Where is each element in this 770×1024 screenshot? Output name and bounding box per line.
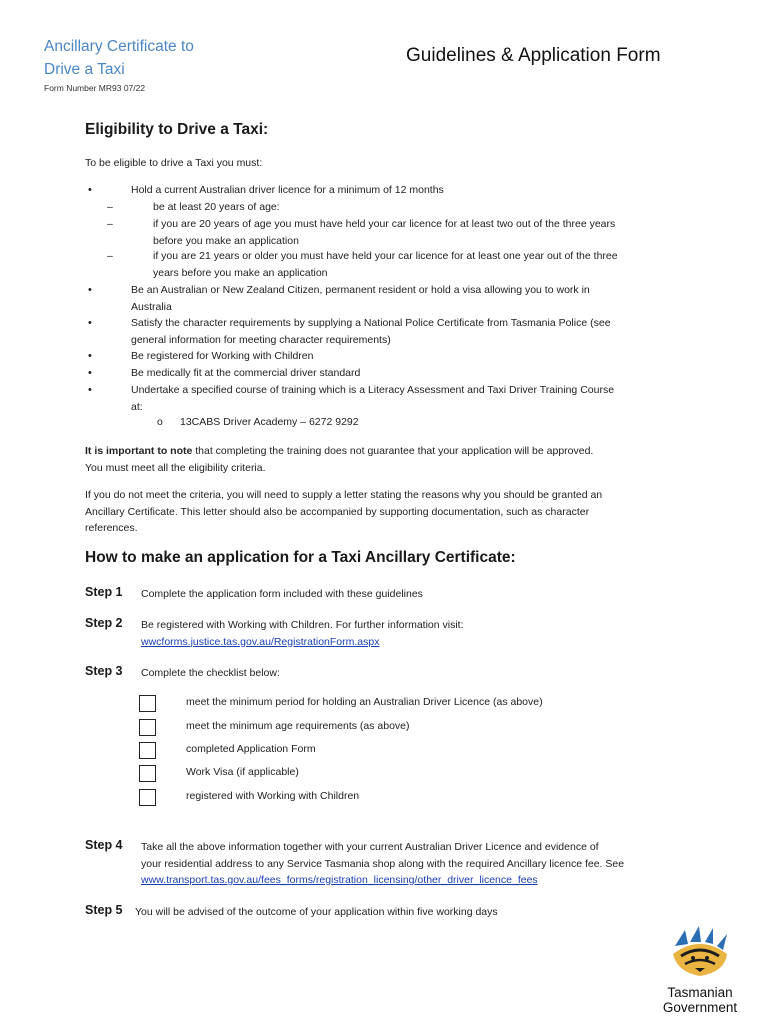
checklist-item: Work Visa (if applicable) [186, 766, 299, 778]
logo-line-2: Government [662, 1000, 738, 1015]
tasmanian-government-logo [655, 924, 745, 1015]
checklist-checkbox[interactable] [139, 719, 156, 736]
eligibility-item-training: Undertake a specified course of training which is a Literacy Assessment and Taxi Driver Training Course at: [131, 384, 615, 413]
checklist-checkbox[interactable] [139, 742, 156, 759]
step-5-label: Step 5 [85, 903, 123, 917]
tasmanian-tiger-icon [655, 924, 745, 980]
step-1-text: Complete the application form included with these guidelines [141, 588, 423, 600]
page-title: Guidelines & Application Form [406, 45, 661, 66]
step-4-label: Step 4 [85, 838, 123, 852]
sub-item-age-21: if you are 21 years or older you must have held your car licence for at least one year out of the three years before you make an application [153, 250, 618, 279]
bullet-icon: • [88, 384, 92, 396]
eligibility-intro: To be eligible to drive a Taxi you must: [85, 157, 263, 169]
bullet-icon: • [88, 317, 92, 329]
step-3-text: Complete the checklist below: [141, 667, 280, 679]
sub-item-age: be at least 20 years of age: [153, 201, 280, 213]
dash-icon: – [107, 201, 113, 213]
howto-heading: How to make an application for a Taxi Ancillary Certificate: [85, 549, 516, 566]
fees-link[interactable]: www.transport.tas.gov.au/fees_forms/registration_licensing/other_driver_licence_fees [141, 874, 538, 886]
eligibility-item-medical: Be medically fit at the commercial driver standard [131, 367, 361, 379]
checklist-item: meet the minimum period for holding an Australian Driver Licence (as above) [186, 696, 543, 708]
brand-line-1: Ancillary Certificate to [44, 38, 194, 55]
step-1-label: Step 1 [85, 585, 123, 599]
logo-line-1: Tasmanian [667, 985, 733, 1000]
document-brand-title [44, 36, 194, 81]
eligibility-item-character: Satisfy the character requirements by supplying a National Police Certificate from Tasmania Police (see general information for meeting character requirements) [131, 317, 611, 346]
eligibility-item-citizen: Be an Australian or New Zealand Citizen, permanent resident or hold a visa allowing you to work in Australia [131, 284, 590, 313]
eligibility-heading: Eligibility to Drive a Taxi: [85, 121, 269, 138]
checklist-item: completed Application Form [186, 743, 316, 755]
checklist-checkbox[interactable] [139, 789, 156, 806]
bullet-icon: • [88, 367, 92, 379]
eligibility-item-licence: Hold a current Australian driver licence for a minimum of 12 months [131, 184, 444, 196]
checklist-item: registered with Working with Children [186, 790, 360, 802]
checklist-checkbox[interactable] [139, 765, 156, 782]
checklist-item: meet the minimum age requirements (as above) [186, 720, 410, 732]
step-3-label: Step 3 [85, 664, 123, 678]
step-2-text: Be registered with Working with Children. For further information visit: wwcforms.justice.tas.gov.au/RegistrationForm.aspx [141, 617, 701, 650]
dash-icon: – [107, 218, 113, 230]
wwc-link[interactable]: wwcforms.justice.tas.gov.au/RegistrationForm.aspx [141, 635, 380, 648]
checklist-checkbox[interactable] [139, 695, 156, 712]
sub-item-age-20: if you are 20 years of age you must have held your car licence for at least two out of the three years before you make an application [153, 218, 616, 247]
training-provider: 13CABS Driver Academy – 6272 9292 [180, 416, 359, 428]
eligibility-item-wwc: Be registered for Working with Children [131, 350, 314, 362]
step-4-text: Take all the above information together with your current Australian Driver Licence and evidence of your residential address to any Service Tasmania shop along with the required Ancillary licence fee. See www.transport.tas.gov.au/fees_forms/registration_licensing/other_driver_licence_fees [141, 839, 701, 889]
bullet-icon: • [88, 350, 92, 362]
bullet-icon: • [88, 284, 92, 296]
important-note: It is important to note that completing the training does not guarantee that your application will be approved. You must meet all the eligibility criteria. [85, 445, 594, 474]
step-2-label: Step 2 [85, 616, 123, 630]
bullet-icon: • [88, 184, 92, 196]
brand-line-2: Drive a Taxi [44, 60, 125, 78]
step-5-text: You will be advised of the outcome of your application within five working days [135, 906, 498, 918]
form-number: Form Number MR93 07/22 [44, 83, 146, 93]
criteria-paragraph: If you do not meet the criteria, you will need to supply a letter stating the reasons why you should be granted an Ancillary Certificate. This letter should also be accompanied by supporting documentation, such as character references. [85, 489, 603, 534]
sub-bullet-icon: o [157, 416, 163, 428]
dash-icon: – [107, 250, 113, 262]
